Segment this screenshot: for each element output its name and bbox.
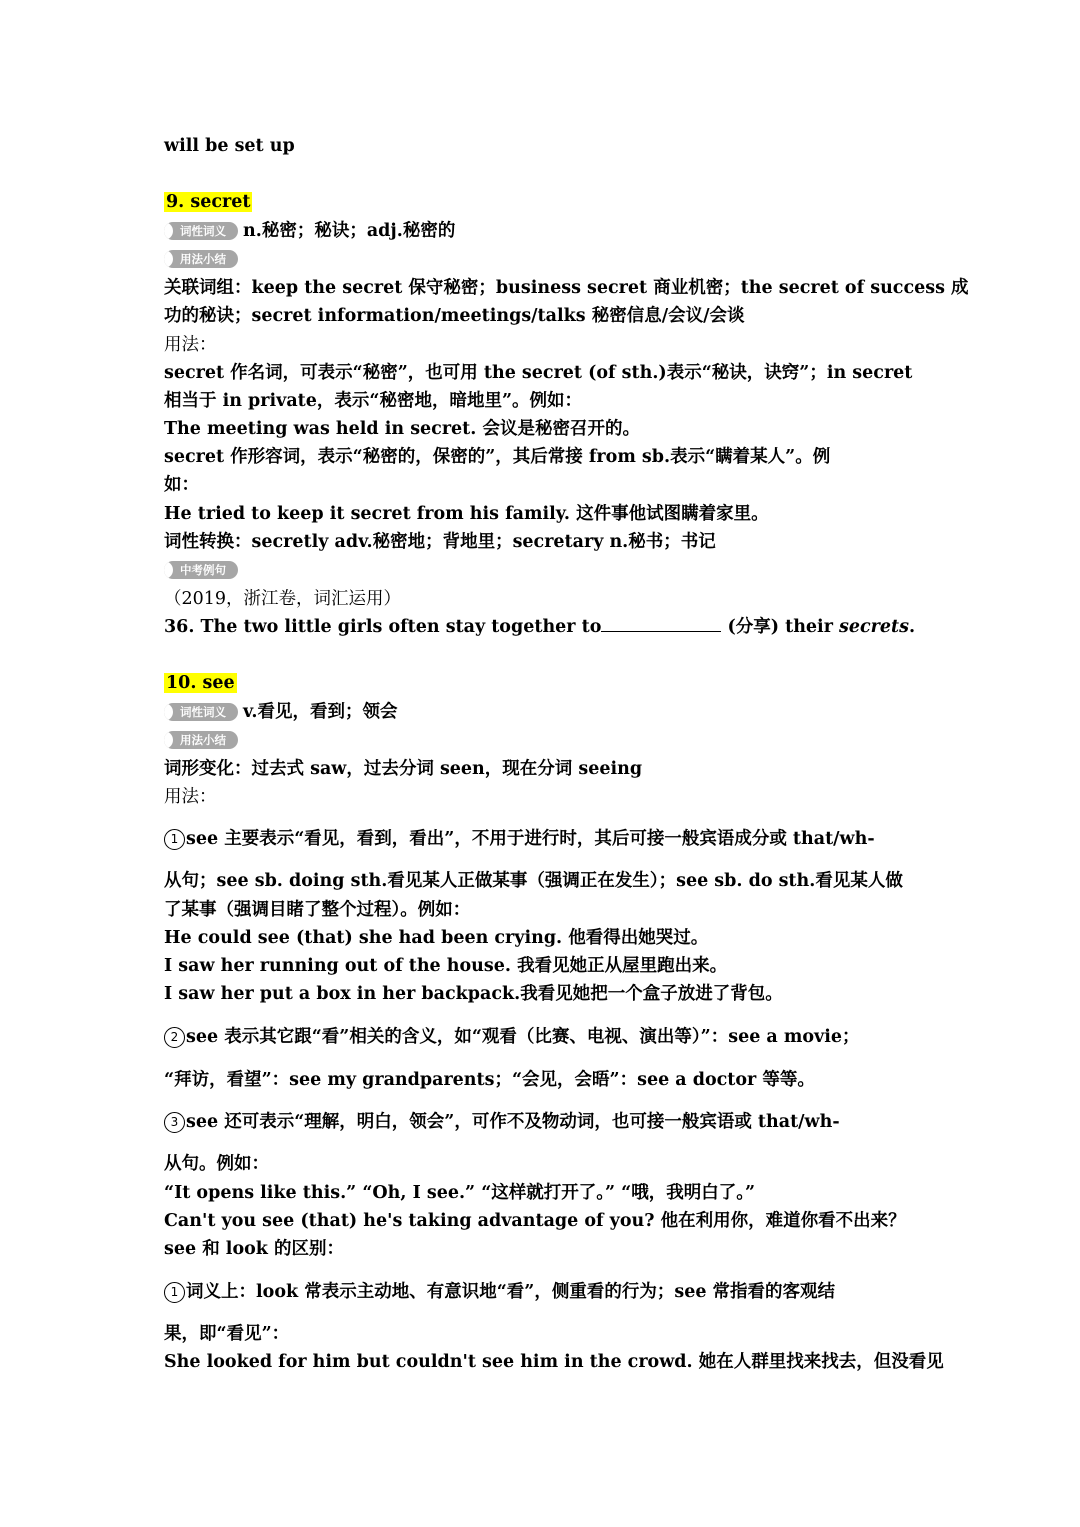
circled-number: 1 (164, 1282, 185, 1303)
circled-number: 3 (164, 1112, 185, 1133)
text-line: 功的秘诀；secret information/meetings/talks 秘密信息/会议/会谈 (164, 306, 745, 326)
tag-part-of-speech: 词性词义 (164, 703, 238, 721)
numbered-point-diff-1: 1 词义上：look 常表示主动地、有意识地“看”，侧重看的行为；see 常指看的客观结 (164, 1280, 835, 1304)
tag-usage-summary: 用法小结 (164, 731, 238, 749)
text-line: 词性转换：secretly adv.秘密地；背地里；secretary n.秘书；书记 (164, 532, 716, 552)
tag-part-of-speech: 词性词义 (164, 222, 238, 240)
text-line: 从句；see sb. doing sth.看见某人正做某事（强调正在发生）；see sb. do sth.看见某人做 (164, 871, 903, 891)
circled-number: 2 (164, 1027, 185, 1048)
text-line: secret 作形容词，表示“秘密的，保密的”，其后常接 from sb.表示“瞒着某人”。例 (164, 447, 831, 467)
word-forms: 词形变化：过去式 saw，过去分词 seen，现在分词 seeing (164, 759, 643, 779)
usage-label: 用法： (164, 335, 217, 355)
numbered-point-1: 1 see 主要表示“看见，看到，看出”，不用于进行时，其后可接一般宾语成分或 that/wh- (164, 827, 875, 851)
exam-source: （2019，浙江卷，词汇运用） (164, 589, 402, 609)
tag-exam-example: 中考例句 (164, 561, 238, 579)
tag-usage-summary: 用法小结 (164, 250, 238, 268)
numbered-point-3: 3 see 还可表示“理解，明白，领会”，可作不及物动词，也可接一般宾语或 that/wh- (164, 1110, 840, 1134)
continuation-text: will be set up (164, 136, 295, 156)
entry-heading-secret (164, 190, 252, 214)
example-sentence: Can't you see (that) he's taking advantage of you? 他在利用你，难道你看不出来？ (164, 1211, 906, 1231)
text-line: 相当于 in private，表示“秘密地，暗地里”。例如： (164, 391, 583, 411)
entry-heading-see (164, 671, 237, 695)
text-line: 如： (164, 475, 199, 495)
highlighted-heading: 10. see (166, 673, 235, 693)
text-line: secret 作名词，可表示“秘密”，也可用 the secret (of sth.)表示“秘诀，诀窍”；in secret (164, 363, 913, 383)
word-meaning: v.看见，看到；领会 (243, 702, 398, 722)
text-line: “拜访，看望”：see my grandparents；“会见，会晤”：see a doctor 等等。 (164, 1070, 815, 1090)
example-sentence: “It opens like this.” “Oh, I see.” “这样就打开了。” “哦，我明白了。” (164, 1183, 756, 1203)
exam-question: 36. The two little girls often stay together to (分享) their secrets. (164, 617, 916, 637)
difference-label: see 和 look 的区别： (164, 1239, 345, 1259)
word-meaning: n.秘密；秘诀；adj.秘密的 (243, 221, 456, 241)
numbered-point-2: 2 see 表示其它跟“看”相关的含义，如“观看（比赛、电视、演出等）”：see a movie； (164, 1025, 860, 1049)
usage-label: 用法： (164, 787, 217, 807)
example-sentence: I saw her put a box in her backpack.我看见她把一个盒子放进了背包。 (164, 984, 783, 1004)
example-sentence: He could see (that) she had been crying. 他看得出她哭过。 (164, 928, 709, 948)
highlighted-heading: 9. secret (166, 192, 251, 212)
text-line: 了某事（强调目睹了整个过程）。例如： (164, 900, 471, 920)
text-line: 关联词组：keep the secret 保守秘密；business secret 商业机密；the secret of success 成 (164, 278, 969, 298)
text-line: 果，即“看见”： (164, 1324, 290, 1344)
example-sentence: I saw her running out of the house. 我看见她正从屋里跑出来。 (164, 956, 728, 976)
example-sentence: He tried to keep it secret from his family. 这件事他试图瞒着家里。 (164, 504, 769, 524)
text-line: 从句。例如： (164, 1154, 269, 1174)
example-sentence: The meeting was held in secret. 会议是秘密召开的。 (164, 419, 640, 439)
example-sentence: She looked for him but couldn't see him in the crowd. 她在人群里找来找去，但没看见 (164, 1352, 944, 1372)
circled-number: 1 (164, 829, 185, 850)
answer-blank (601, 615, 721, 632)
